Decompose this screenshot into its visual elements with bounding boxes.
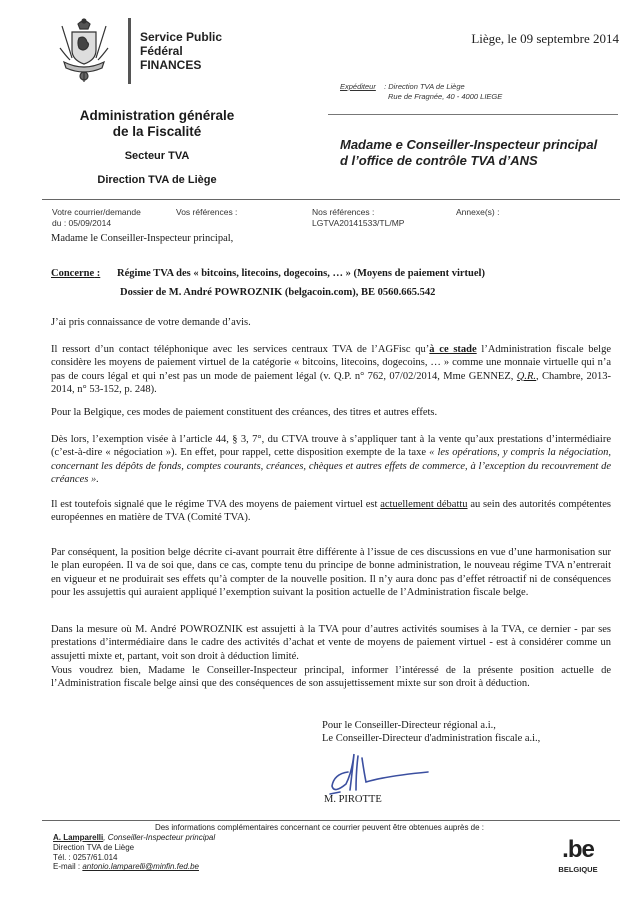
- admin-line: de la Fiscalité: [112, 124, 202, 139]
- sender-block: [340, 82, 502, 101]
- contact-phone: Tél. : 0257/61.014: [53, 852, 118, 862]
- divider: [42, 820, 620, 821]
- be-logo: [548, 838, 608, 874]
- emphasis: actuellement débattu: [380, 499, 468, 510]
- email-link[interactable]: antonio.lamparelli@minfin.fed.be: [82, 862, 199, 872]
- sender-sep: :: [382, 82, 389, 91]
- paragraph: Il ressort d’un contact téléphonique avec les services centraux TVA de l’AGFisc qu’à ce stade l’Administration fiscale belge considère les moyens de paiement virtuel de la catégorie « bitcoins, litecoins, dogecoins, … » comme une monnaie virtuelle qui n’a pas de cours légal et qui n’est pas un mode de paiement légal (v. Q.P. n° 762, 07/02/2014, Mme GENNEZ, Q.R., Chambre, 2013-2014, n° 53-152, p. 248).: [51, 344, 611, 395]
- quotation: « les opérations, y compris la négociation, concernant les dépôts de fonds, comptes courants, créances, chèques et autres effets de commerce, à l’exception du recouvrement de créances ».: [51, 447, 611, 485]
- paragraph: Il est toutefois signalé que le régime TVA des moyens de paiement virtuel est actuellement débattu au sein des autorités compétentes européennes en matière de TVA (Comité TVA).: [51, 499, 611, 524]
- paragraph: Dans la mesure où M. André POWROZNIK est assujetti à la TVA pour d’autres activités soumises à la TVA, ce dernier - par ses prestations d’intermédiaire dans le cadre des activités d’achat et vente de moyens de paiement virtuel - est à considérer comme un assujetti mixte et, partant, voit son droit à déduction limité.: [51, 624, 611, 662]
- email-label: E-mail :: [53, 862, 83, 872]
- salutation: Madame le Conseiller-Inspecteur principal,: [51, 233, 234, 244]
- emphasis: à ce stade: [429, 344, 477, 355]
- signature-line: Le Conseiller-Directeur d'administration fiscale a.i.,: [322, 733, 541, 745]
- footer-info: Des informations complémentaires concernant ce courrier peuvent être obtenues auprès de :: [154, 823, 485, 832]
- administration-name: [62, 108, 252, 140]
- subject-line: Régime TVA des « bitcoins, litecoins, dogecoins, … » (Moyens de paiement virtuel): [117, 268, 485, 279]
- subject-block: [51, 264, 485, 302]
- ref-value: du : 05/09/2014: [52, 218, 112, 228]
- belgian-coat-of-arms-icon: [52, 18, 116, 84]
- your-letter-ref: [52, 207, 141, 229]
- paragraph: Dès lors, l’exemption visée à l’article 44, § 3, 7°, du CTVA trouve à s’appliquer tant à la vente qu’aux prestations d’intermédiaire (c’est-à-dire « négociation »). En effet, pour rappel, cette disposition exempte de la taxe « les opérations, y compris la négociation, concernant les dépôts de fonds, comptes courants, créances, chèques et autres effets de commerce, à l’exception du recouvrement de créances ».: [51, 434, 611, 485]
- organization-name: [140, 30, 222, 72]
- paragraph: J’ai pris connaissance de votre demande d’avis.: [51, 317, 251, 328]
- paragraph: Pour la Belgique, ces modes de paiement constituent des créances, des titres et autres effets.: [51, 407, 438, 418]
- sender-label: Expéditeur: [340, 82, 376, 91]
- paragraph: Par conséquent, la position belge décrite ci-avant pourrait être différente à l’issue de ces discussions en vue d’une harmonisation sur le plan européen. Il va de soi que, dans ce cas, compte tenu du principe de bonne administration, le nouveau régime TVA n’entrerait en vigueur et ne produirait ses effets qu’à compter de la nouvelle position. Il n’y aura donc pas d’effet rétroactif ni de conséquences pour les assujettis qui auraient appliqué l’exemption suivant la position actuelle de l’Administration fiscale belge.: [51, 547, 611, 598]
- ref-label: Nos références :: [312, 207, 375, 217]
- sender-address: Rue de Fragnée, 40 - 4000 LIEGE: [388, 91, 503, 101]
- addressee-block: [340, 137, 597, 169]
- subject-label: Concerne :: [51, 268, 101, 279]
- divider: [328, 114, 618, 115]
- signer-name: M. PIROTTE: [324, 794, 382, 805]
- ref-label: Annexe(s) :: [456, 207, 500, 217]
- admin-line: Administration générale: [79, 108, 235, 123]
- secteur: Secteur TVA: [124, 150, 190, 162]
- direction: Direction TVA de Liège: [97, 174, 217, 186]
- subject-file: Dossier de M. André POWROZNIK (belgacoin.com), BE 0560.665.542: [120, 287, 436, 298]
- be-logo-text: .be: [562, 836, 594, 863]
- be-logo-caption: BELGIQUE: [558, 865, 598, 874]
- citation: Q.R.: [516, 370, 537, 382]
- header-divider: [128, 18, 131, 84]
- contact-name: A. Lamparelli: [53, 833, 104, 842]
- annexes: [456, 207, 499, 218]
- org-line: FINANCES: [140, 58, 202, 72]
- handwritten-signature-icon: [328, 752, 438, 797]
- signature-block: [322, 719, 540, 746]
- ref-label: Votre courrier/demande: [52, 207, 141, 217]
- contact-block: [53, 833, 215, 872]
- org-line: Fédéral: [140, 44, 183, 58]
- paragraph: Vous voudrez bien, Madame le Conseiller-Inspecteur principal, informer l’intéressé de la présente position actuelle de l’Administration fiscale belge ainsi que des conséquences de son assujettissement mixte sur son droit à déduction.: [51, 665, 611, 690]
- addressee-line: Madame e Conseiller-Inspecteur principal: [340, 137, 598, 152]
- divider: [42, 199, 620, 200]
- contact-title: , Conseiller-Inspecteur principal: [103, 833, 216, 842]
- your-references: [176, 207, 237, 218]
- ref-value: LGTVA20141533/TL/MP: [312, 218, 405, 228]
- addressee-line: d l’office de contrôle TVA d’ANS: [340, 153, 538, 168]
- our-references: [312, 207, 404, 229]
- org-line: Service Public: [140, 30, 223, 44]
- place-date: Liège, le 09 septembre 2014: [471, 31, 619, 46]
- signature-line: Pour le Conseiller-Directeur régional a.i.,: [322, 720, 496, 731]
- sender-line: Direction TVA de Liège: [388, 82, 465, 91]
- contact-dept: Direction TVA de Liège: [53, 842, 135, 852]
- ref-label: Vos références :: [176, 207, 238, 217]
